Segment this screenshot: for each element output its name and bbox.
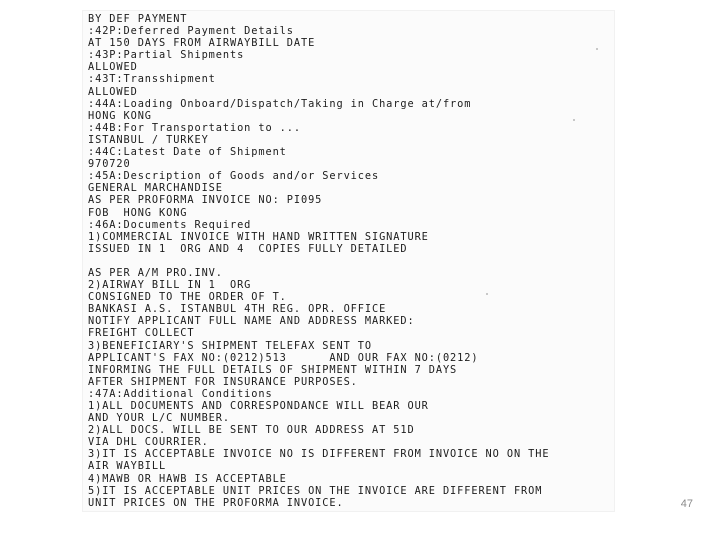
document-line: 3)BENEFICIARY'S SHIPMENT TELEFAX SENT TO <box>88 339 372 352</box>
document-line: APPLICANT'S FAX NO:(0212)513 AND OUR FAX NO:(0212) <box>88 351 479 364</box>
document-line: UNIT PRICES ON THE PROFORMA INVOICE. <box>88 496 344 509</box>
document-line: AS PER PROFORMA INVOICE NO: PI095 <box>88 194 323 207</box>
document-line: AS PER A/M PRO.INV. <box>88 266 223 279</box>
scan-speck <box>573 119 575 121</box>
document-line: ALLOWED <box>88 85 138 98</box>
document-line: :44A:Loading Onboard/Dispatch/Taking in Charge at/from <box>88 97 472 110</box>
document-line: FREIGHT COLLECT <box>88 327 195 340</box>
document-line: ISTANBUL / TURKEY <box>88 133 209 146</box>
document-line: :47A:Additional Conditions <box>88 387 273 400</box>
scan-speck <box>596 48 598 50</box>
document-line: AFTER SHIPMENT FOR INSURANCE PURPOSES. <box>88 375 358 388</box>
document-line: 1)COMMERCIAL INVOICE WITH HAND WRITTEN SIGNATURE <box>88 230 429 243</box>
page-number: 47 <box>680 498 693 510</box>
document-line: 1)ALL DOCUMENTS AND CORRESPONDANCE WILL BEAR OUR <box>88 400 429 412</box>
document-line: BANKASI A.S. ISTANBUL 4TH REG. OPR. OFFICE <box>88 303 387 316</box>
document-line: 970720 <box>88 158 131 171</box>
document-line: FOB HONG KONG <box>88 206 188 219</box>
document-line: HONG KONG <box>88 109 152 122</box>
document-line: :44B:For Transportation to ... <box>88 121 301 134</box>
document-line: ALLOWED <box>88 61 138 74</box>
document-line: CONSIGNED TO THE ORDER OF T. <box>88 291 287 304</box>
document-line: :45A:Description of Goods and/or Services <box>88 170 380 183</box>
telex-text-block <box>88 13 549 509</box>
document-line: :43P:Partial Shipments <box>88 49 245 62</box>
document-line <box>88 255 549 267</box>
document-line: :46A:Documents Required <box>88 218 252 231</box>
document-line: 2)AIRWAY BILL IN 1 ORG <box>88 279 252 292</box>
document-line: ISSUED IN 1 ORG AND 4 COPIES FULLY DETAILED <box>88 242 408 255</box>
document-line: :44C:Latest Date of Shipment <box>88 146 287 159</box>
document-line: :42P:Deferred Payment Details <box>88 25 294 38</box>
document-line: VIA DHL COURRIER. <box>88 436 209 449</box>
document-line: 3)IT IS ACCEPTABLE INVOICE NO IS DIFFERENT FROM INVOICE NO ON THE <box>88 448 550 461</box>
document-line: GENERAL MARCHANDISE <box>88 182 223 195</box>
document-line: 5)IT IS ACCEPTABLE UNIT PRICES ON THE INVOICE ARE DIFFERENT FROM <box>88 484 543 497</box>
document-line: :43T:Transshipment <box>88 73 216 86</box>
document-line: AIR WAYBILL <box>88 460 167 473</box>
document-line: INFORMING THE FULL DETAILS OF SHIPMENT WITHIN 7 DAYS <box>88 363 458 376</box>
document-line: NOTIFY APPLICANT FULL NAME AND ADDRESS MARKED: <box>88 315 415 328</box>
document-line: AT 150 DAYS FROM AIRWAYBILL DATE <box>88 37 316 50</box>
document-line: BY DEF PAYMENT <box>88 13 188 25</box>
document-line: AND YOUR L/C NUMBER. <box>88 412 230 425</box>
document-line: 4)MAWB OR HAWB IS ACCEPTABLE <box>88 472 287 485</box>
document-line: 2)ALL DOCS. WILL BE SENT TO OUR ADDRESS AT 51D <box>88 424 415 437</box>
